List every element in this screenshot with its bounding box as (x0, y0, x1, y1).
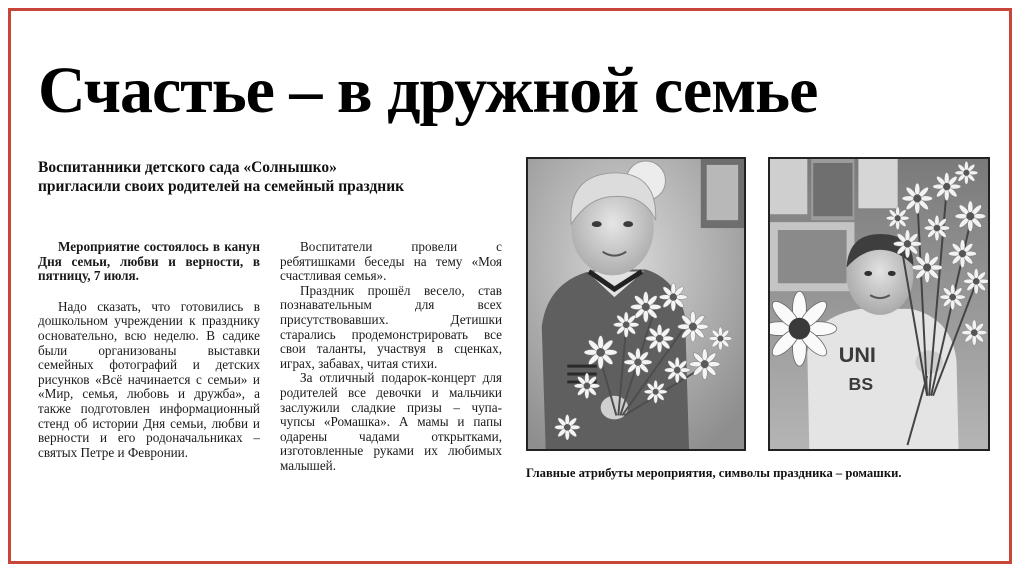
subheadline-line-1: Воспитанники детского сада «Солнышко» (38, 159, 337, 176)
article-paragraph: Надо сказать, что готовились в дошкольном учреждении к празднику основательно, всю неделю. В садике были организованы выставки семейных фотографий и детских рисунков «Всё начинается с семьи» и «Мир, семья, любовь и дружба», а также подготовлен информационный стенд об истории Дня семьи, любви и верности и его родоначальниках – святых Петре и Февронии. (38, 298, 260, 460)
headline: Счастье – в дружной семье (38, 54, 818, 127)
photo-boy-with-daisies-image (528, 159, 744, 449)
photo-boy-with-paper-daisy-image (770, 159, 988, 449)
article-column-1 (38, 240, 260, 460)
subheadline (38, 158, 518, 196)
shirt-print-text-2: BS (848, 373, 874, 394)
article-paragraph: Праздник прошёл весело, став познавательным для всех присутствовавших. Детишки старались продемонстрировать все свои таланты, участвуя в сценках, играх, забавах, читая стихи. (280, 282, 502, 371)
photo-boy-with-daisies (526, 157, 746, 451)
article-column-2 (280, 240, 502, 474)
article-lead: Мероприятие состоялось в канун Дня семьи, любви и верности, в пятницу, 7 июля. (38, 239, 260, 284)
photo-caption: Главные атрибуты мероприятия, символы праздника – ромашки. (526, 466, 902, 480)
shirt-print-text: UNI (838, 342, 876, 368)
subheadline-line-2: пригласили своих родителей на семейный праздник (38, 178, 405, 195)
photo-boy-with-paper-daisy (768, 157, 990, 451)
article-paragraph: За отличный подарок-концерт для родителей все девочки и мальчики заслужили сладкие призы – чупа-чупсы «Ромашка». А мамы и папы одарены чадами открытками, изготовленные руками их любимых малышей. (280, 370, 502, 473)
article-paragraph: Воспитатели провели с ребятишками беседы на тему «Моя счастливая семья». (280, 239, 502, 284)
